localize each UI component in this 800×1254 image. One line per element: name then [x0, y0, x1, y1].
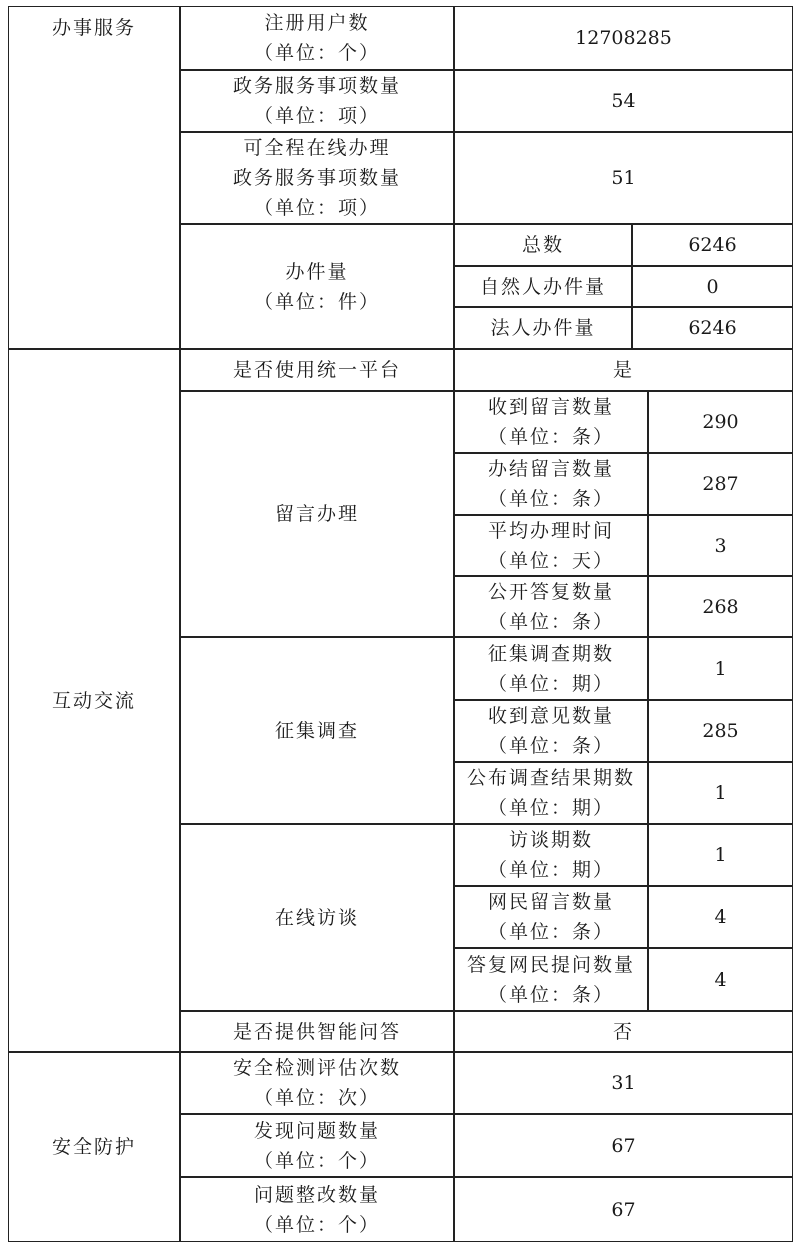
label-survey-opinions: 收到意见数量 （单位：条）: [454, 700, 648, 762]
label-interview-reply: 答复网民提问数量 （单位：条）: [454, 948, 648, 1011]
value-survey-periods: 1: [648, 637, 793, 700]
value-interview-netizen: 4: [648, 886, 793, 948]
section-interaction: [8, 349, 180, 1052]
label-survey: 征集调查: [180, 637, 454, 824]
label-messages: 留言办理: [180, 391, 454, 637]
value-issues-found: 67: [454, 1114, 793, 1177]
value-survey-results: 1: [648, 762, 793, 824]
label-online-items: 可全程在线办理 政务服务事项数量 （单位：项）: [180, 132, 454, 224]
section-label: 安全防护: [51, 1136, 136, 1158]
value-online-items: 51: [454, 132, 793, 224]
label-cases-legal: 法人办件量: [454, 307, 632, 349]
label-unified-platform: 是否使用统一平台: [180, 349, 454, 391]
value-interview-periods: 1: [648, 824, 793, 886]
label-security-eval: 安全检测评估次数 （单位：次）: [180, 1052, 454, 1114]
label-messages-public: 公开答复数量 （单位：条）: [454, 576, 648, 637]
label-issues-fixed: 问题整改数量 （单位：个）: [180, 1177, 454, 1242]
value-messages-public: 268: [648, 576, 793, 637]
label-interview-periods: 访谈期数 （单位：期）: [454, 824, 648, 886]
label-service-items: 政务服务事项数量 （单位：项）: [180, 70, 454, 132]
value-security-eval: 31: [454, 1052, 793, 1114]
value-messages-received: 290: [648, 391, 793, 453]
label-survey-periods: 征集调查期数 （单位：期）: [454, 637, 648, 700]
value-unified-platform: 是: [454, 349, 793, 391]
label-interview-netizen: 网民留言数量 （单位：条）: [454, 886, 648, 948]
value-issues-fixed: 67: [454, 1177, 793, 1242]
label-registered-users: 注册用户数 （单位：个）: [180, 6, 454, 70]
value-messages-closed: 287: [648, 453, 793, 515]
value-cases-total: 6246: [632, 224, 793, 266]
section-security: [8, 1052, 180, 1242]
label-messages-received: 收到留言数量 （单位：条）: [454, 391, 648, 453]
value-registered-users: 12708285: [454, 6, 793, 70]
label-cases-total: 总数: [454, 224, 632, 266]
value-survey-opinions: 285: [648, 700, 793, 762]
label-issues-found: 发现问题数量 （单位：个）: [180, 1114, 454, 1177]
label-interview: 在线访谈: [180, 824, 454, 1011]
label-messages-closed: 办结留言数量 （单位：条）: [454, 453, 648, 515]
value-smart-qa: 否: [454, 1011, 793, 1052]
label-messages-avg-time: 平均办理时间 （单位：天）: [454, 515, 648, 576]
label-survey-results: 公布调查结果期数 （单位：期）: [454, 762, 648, 824]
value-interview-reply: 4: [648, 948, 793, 1011]
value-cases-natural: 0: [632, 266, 793, 307]
label-smart-qa: 是否提供智能问答: [180, 1011, 454, 1052]
section-label: 互动交流: [51, 689, 136, 712]
value-messages-avg-time: 3: [648, 515, 793, 576]
section-label: 办事服务: [51, 17, 136, 39]
label-cases-natural: 自然人办件量: [454, 266, 632, 307]
label-cases: 办件量 （单位：件）: [180, 224, 454, 349]
value-cases-legal: 6246: [632, 307, 793, 349]
section-service: [8, 6, 180, 349]
value-service-items: 54: [454, 70, 793, 132]
